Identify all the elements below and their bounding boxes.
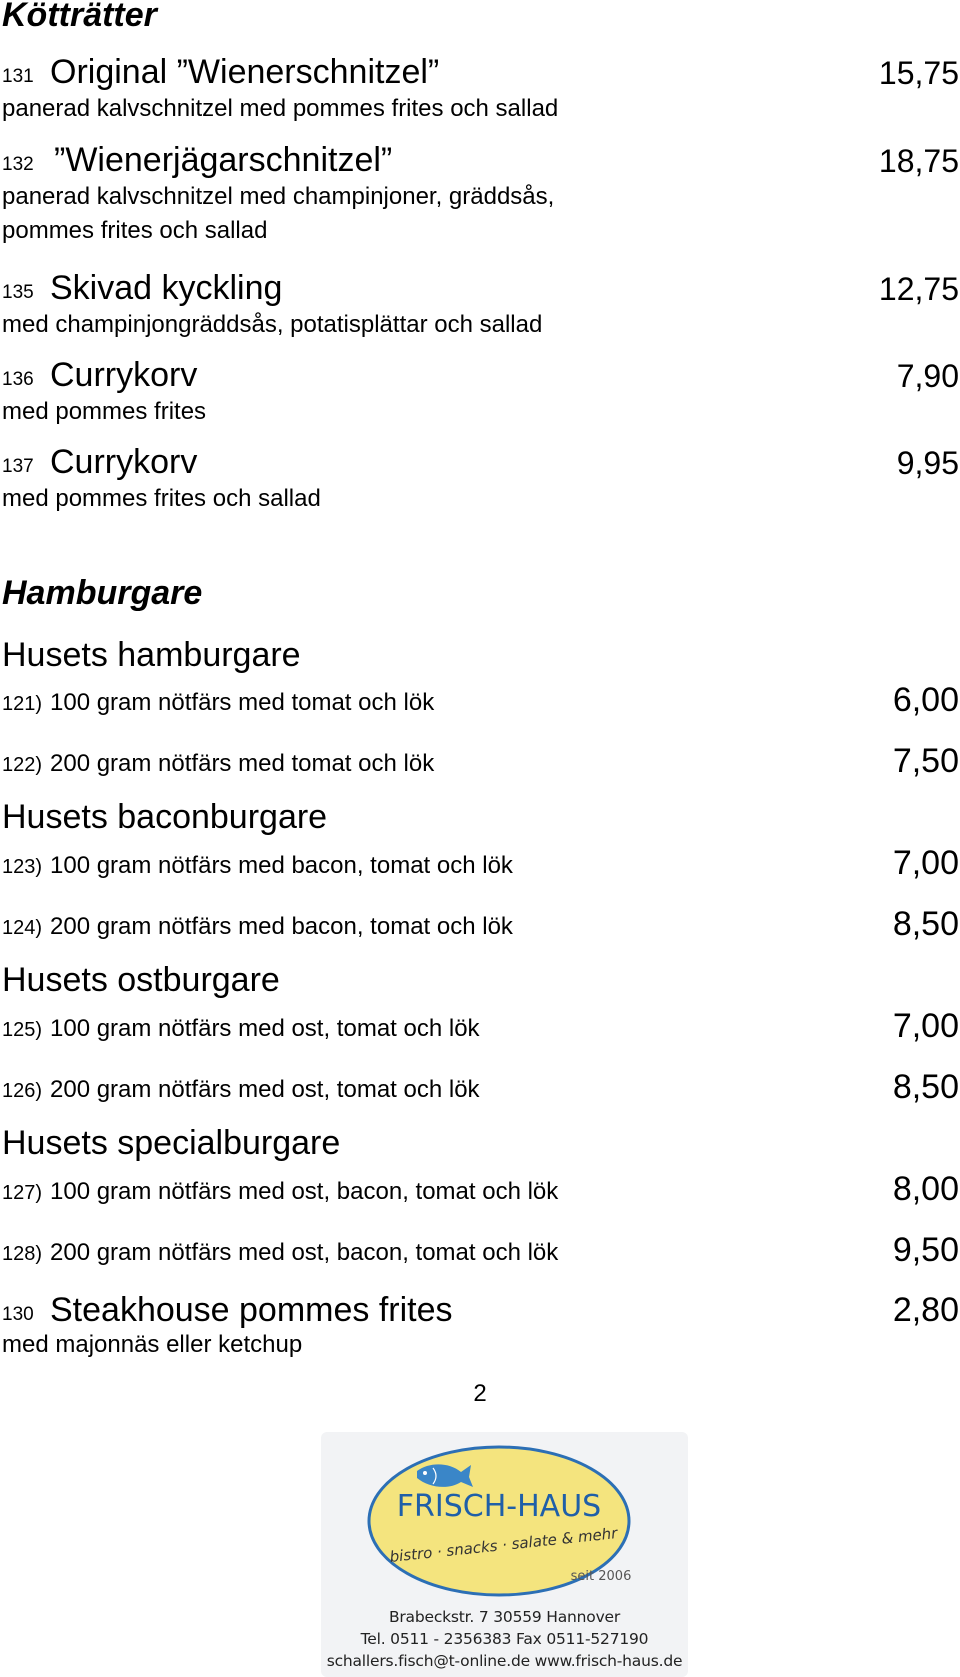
item-number: 131 bbox=[2, 66, 34, 87]
item-description: panerad kalvschnitzel med champinjoner, gräddsås, bbox=[2, 183, 555, 210]
burger-row-122 bbox=[0, 741, 960, 781]
burger-price: 7,00 bbox=[892, 844, 959, 882]
burger-price: 7,50 bbox=[892, 742, 959, 780]
page-number: 2 bbox=[473, 1380, 487, 1407]
burger-description: 100 gram nötfärs med ost, tomat och lök bbox=[50, 1015, 480, 1042]
logo-phone: Tel. 0511 - 2356383 Fax 0511-527190 bbox=[360, 1630, 649, 1648]
menu-item-135 bbox=[0, 268, 960, 308]
burger-row-121 bbox=[0, 680, 960, 720]
burger-row-124 bbox=[0, 904, 960, 944]
menu-item-132 bbox=[0, 140, 960, 180]
section-title-kottratter: Kötträtter bbox=[2, 0, 157, 34]
burger-description: 200 gram nötfärs med ost, tomat och lök bbox=[50, 1076, 480, 1103]
item-price: 9,95 bbox=[896, 445, 959, 481]
burger-price: 9,50 bbox=[892, 1231, 959, 1269]
burger-code: 126) bbox=[2, 1080, 43, 1102]
menu-item-131 bbox=[0, 52, 960, 92]
burger-group-title: Husets ostburgare bbox=[2, 961, 280, 999]
burger-code: 124) bbox=[2, 917, 43, 939]
item-description: med pommes frites bbox=[2, 398, 207, 425]
item-price: 2,80 bbox=[892, 1291, 959, 1329]
burger-code: 122) bbox=[2, 754, 43, 776]
burger-description: 200 gram nötfärs med tomat och lök bbox=[50, 750, 435, 777]
item-description: med champinjongräddsås, potatisplättar och sallad bbox=[2, 311, 543, 338]
logo-contact: schallers.fisch@t-online.de www.frisch-haus.de bbox=[326, 1652, 683, 1670]
item-price: 18,75 bbox=[878, 143, 959, 179]
burger-row-127 bbox=[0, 1169, 960, 1209]
item-name: ”Wienerjägarschnitzel” bbox=[54, 141, 393, 179]
logo-brand: FRISCH-HAUS bbox=[396, 1489, 602, 1524]
burger-group-title: Husets hamburgare bbox=[2, 636, 301, 674]
item-name: Currykorv bbox=[50, 443, 198, 481]
item-name: Steakhouse pommes frites bbox=[50, 1291, 453, 1329]
burger-price: 8,50 bbox=[892, 1068, 959, 1106]
burger-code: 128) bbox=[2, 1243, 43, 1265]
burger-price: 7,00 bbox=[892, 1007, 959, 1045]
item-number: 137 bbox=[2, 456, 34, 477]
burger-price: 6,00 bbox=[892, 681, 959, 719]
burger-price: 8,00 bbox=[892, 1170, 959, 1208]
burger-description: 100 gram nötfärs med tomat och lök bbox=[50, 689, 435, 716]
item-description: med pommes frites och sallad bbox=[2, 485, 321, 512]
item-price: 15,75 bbox=[878, 55, 959, 91]
logo-address: Brabeckstr. 7 30559 Hannover bbox=[388, 1608, 621, 1626]
burger-code: 125) bbox=[2, 1019, 43, 1041]
burger-price: 8,50 bbox=[892, 905, 959, 943]
burger-code: 121) bbox=[2, 693, 43, 715]
burger-code: 127) bbox=[2, 1182, 43, 1204]
burger-description: 100 gram nötfärs med ost, bacon, tomat och lök bbox=[50, 1178, 559, 1205]
item-price: 12,75 bbox=[878, 271, 959, 307]
burger-row-125 bbox=[0, 1006, 960, 1046]
menu-item-130 bbox=[0, 1290, 960, 1330]
burger-description: 100 gram nötfärs med bacon, tomat och lök bbox=[50, 852, 513, 879]
item-name: Skivad kyckling bbox=[50, 269, 283, 307]
menu-item-136 bbox=[0, 355, 960, 395]
burger-row-126 bbox=[0, 1067, 960, 1107]
item-price: 7,90 bbox=[896, 358, 959, 394]
item-number: 130 bbox=[2, 1304, 34, 1325]
item-description: med majonnäs eller ketchup bbox=[2, 1331, 303, 1358]
burger-row-128 bbox=[0, 1230, 960, 1270]
frisch-haus-logo-card bbox=[321, 1432, 688, 1677]
menu-item-137 bbox=[0, 442, 960, 482]
item-description: panerad kalvschnitzel med pommes frites och sallad bbox=[2, 95, 559, 122]
burger-group-title: Husets baconburgare bbox=[2, 798, 328, 836]
burger-description: 200 gram nötfärs med ost, bacon, tomat och lök bbox=[50, 1239, 559, 1266]
item-description: pommes frites och sallad bbox=[2, 217, 268, 244]
item-number: 136 bbox=[2, 369, 34, 390]
burger-code: 123) bbox=[2, 856, 43, 878]
item-name: Original ”Wienerschnitzel” bbox=[50, 53, 440, 91]
item-number: 132 bbox=[2, 154, 34, 175]
burger-group-title: Husets specialburgare bbox=[2, 1124, 341, 1162]
item-number: 135 bbox=[2, 282, 34, 303]
logo-since: seit 2006 bbox=[570, 1569, 632, 1584]
item-name: Currykorv bbox=[50, 356, 198, 394]
section-title-hamburgare: Hamburgare bbox=[2, 574, 203, 612]
burger-description: 200 gram nötfärs med bacon, tomat och lök bbox=[50, 913, 513, 940]
burger-row-123 bbox=[0, 843, 960, 883]
logo-tagline: bistro · snacks · salate & mehr bbox=[388, 1524, 619, 1566]
frisch-haus-logo bbox=[321, 1432, 688, 1607]
